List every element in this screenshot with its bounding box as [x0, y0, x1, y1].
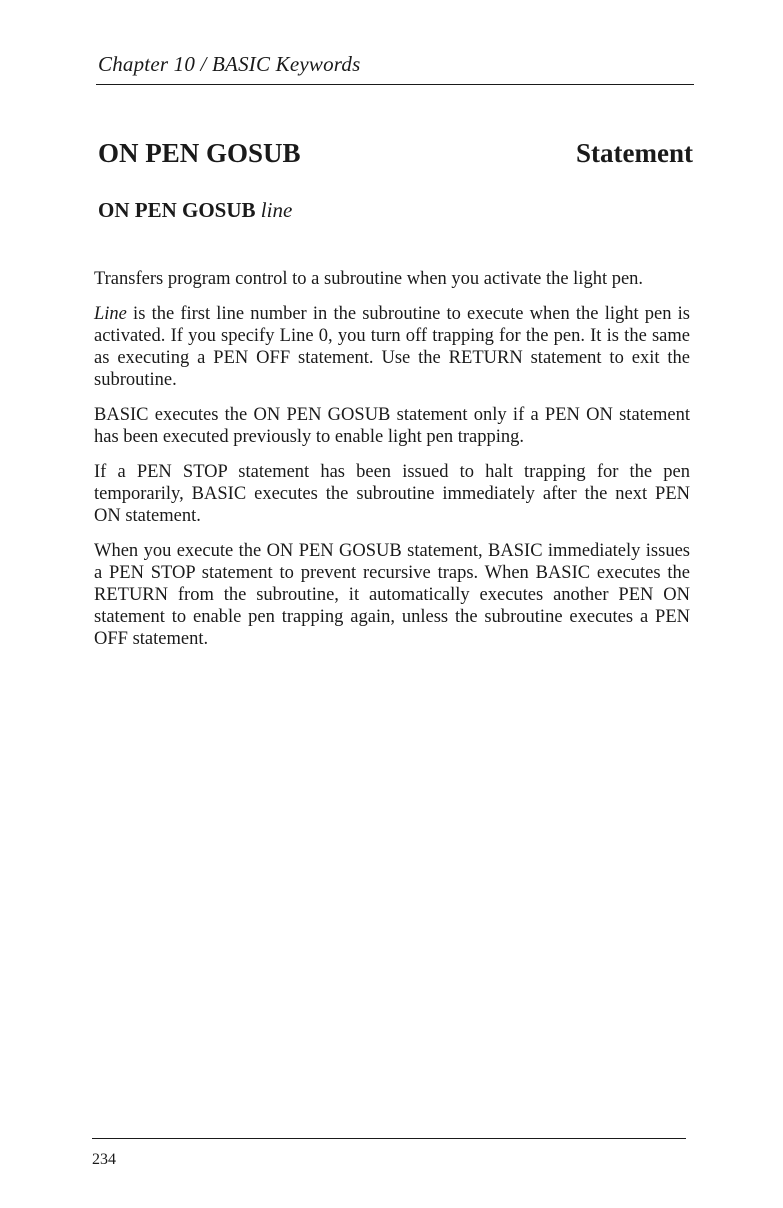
entry-title-row	[98, 138, 693, 169]
entry-category: Statement	[576, 138, 693, 168]
header-rule	[96, 84, 694, 85]
syntax-argument: line	[260, 198, 293, 222]
paragraph-recursion: When you execute the ON PEN GOSUB statement, BASIC immediately issues a PEN STOP statement to prevent recursive traps. When BASIC executes the RETURN from the subroutine, it automatically executes another PEN ON statement to enable pen trapping again, unless the subroutine executes a PEN OFF statement.	[94, 541, 690, 649]
term-line: Line	[94, 304, 127, 324]
syntax-line	[98, 198, 292, 223]
running-head: Chapter 10 / BASIC Keywords	[98, 52, 361, 76]
footer-rule	[92, 1138, 686, 1139]
paragraph-pen-on-requirement: BASIC executes the ON PEN GOSUB statement only if a PEN ON statement has been executed previously to enable light pen trapping.	[94, 405, 690, 447]
page-number: 234	[92, 1151, 116, 1168]
body-text	[94, 268, 690, 663]
entry-keyword: ON PEN GOSUB	[98, 138, 301, 168]
paragraph-line-argument-text: is the first line number in the subroutine to execute when the light pen is activated. If you specify Line 0, you turn off trapping for the pen. It is the same as executing a PEN OFF statement. Use the RETURN statement to exit the subroutine.	[94, 304, 690, 390]
paragraph-description: Transfers program control to a subroutine when you activate the light pen.	[94, 269, 644, 289]
paragraph-pen-stop: If a PEN STOP statement has been issued to halt trapping for the pen temporarily, BASIC executes the subroutine immediately after the next PEN ON statement.	[94, 462, 690, 526]
paragraph-line-argument	[94, 303, 690, 391]
syntax-keyword: ON PEN GOSUB	[98, 198, 256, 222]
